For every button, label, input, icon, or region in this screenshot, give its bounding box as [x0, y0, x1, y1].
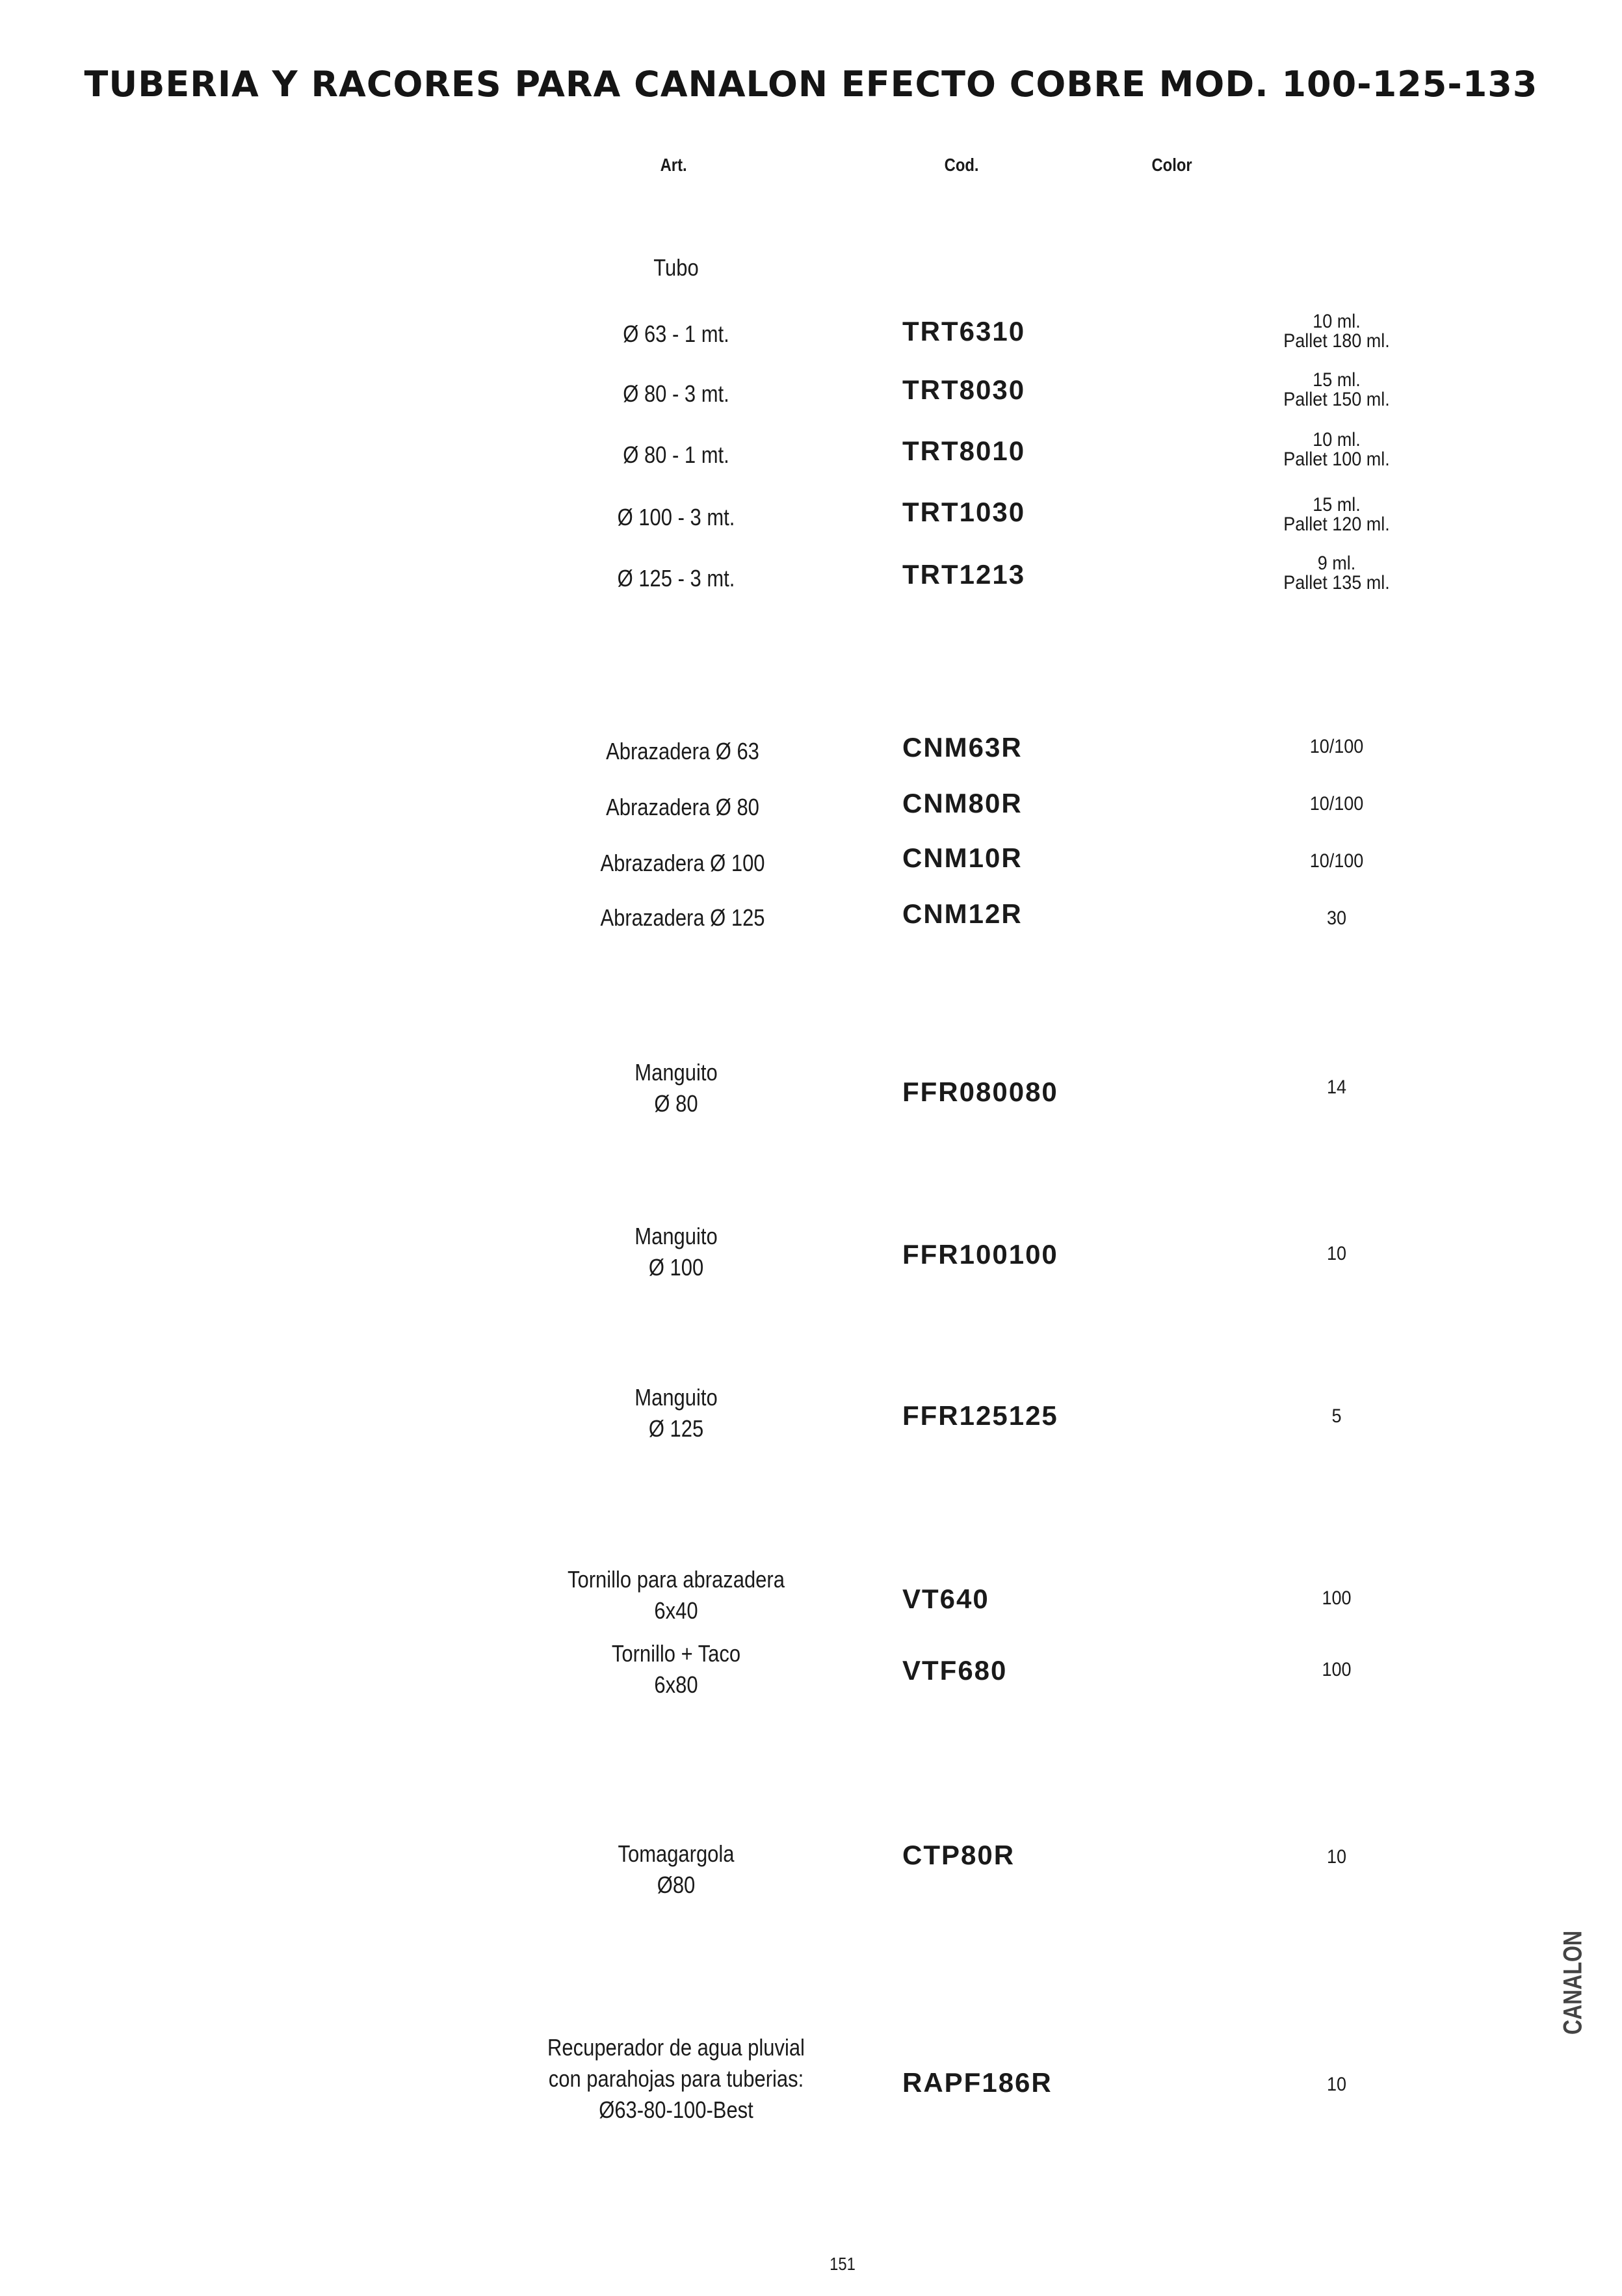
header-cod: Cod. — [944, 155, 979, 175]
row-art: Ø 100 - 3 mt. — [617, 504, 735, 530]
row-code: VTF680 — [902, 1655, 1008, 1686]
row-qty: 10 — [1326, 1243, 1347, 1264]
row-qty: 10 ml. Pallet 180 ml. — [1283, 311, 1390, 352]
row-qty: 5 — [1331, 1405, 1342, 1427]
row-art: Abrazadera Ø 125 — [600, 904, 765, 931]
row-qty: 10 — [1326, 2074, 1347, 2095]
row-qty: 10 — [1326, 1846, 1347, 1868]
row-code: FFR125125 — [902, 1400, 1058, 1431]
row-art: Manguito Ø 80 — [634, 1059, 718, 1117]
row-art: Ø 80 - 1 mt. — [623, 441, 729, 468]
row-qty: 15 ml. Pallet 150 ml. — [1283, 369, 1390, 410]
row-art: Abrazadera Ø 63 — [606, 738, 759, 764]
row-art: Tomagargola Ø80 — [618, 1840, 735, 1898]
row-qty: 100 — [1322, 1659, 1352, 1680]
row-qty: 10/100 — [1309, 850, 1364, 872]
row-code: TRT8030 — [902, 374, 1026, 405]
row-code: TRT1213 — [902, 559, 1026, 590]
row-art: Recuperador de agua pluvial con parahojas para tuberias: Ø63-80-100-Best — [547, 2034, 805, 2123]
row-code: TRT6310 — [902, 316, 1026, 346]
row-art: Ø 125 - 3 mt. — [617, 565, 735, 592]
row-qty: 15 ml. Pallet 120 ml. — [1283, 494, 1390, 535]
row-code: CNM10R — [902, 842, 1023, 873]
header-color: Color — [1151, 155, 1192, 175]
row-code: TRT1030 — [902, 497, 1026, 527]
row-code: CTP80R — [902, 1840, 1015, 1870]
row-art: Tornillo + Taco 6x80 — [611, 1640, 741, 1698]
row-art: Abrazadera Ø 100 — [600, 850, 765, 876]
row-code: FFR100100 — [902, 1239, 1058, 1270]
row-qty: 30 — [1326, 907, 1347, 929]
side-tab-canalon: CANALON — [1558, 1931, 1588, 2035]
row-qty: 10 ml. Pallet 100 ml. — [1283, 429, 1390, 470]
row-art: Manguito Ø 100 — [634, 1223, 718, 1281]
row-code: TRT8010 — [902, 436, 1026, 466]
row-art: Manguito Ø 125 — [634, 1384, 718, 1442]
row-code: CNM63R — [902, 732, 1023, 763]
header-art: Art. — [660, 155, 687, 175]
row-art: Ø 63 - 1 mt. — [623, 320, 729, 347]
row-code: FFR080080 — [902, 1076, 1058, 1107]
row-code: RAPF186R — [902, 2067, 1053, 2098]
row-qty: 100 — [1322, 1587, 1352, 1609]
row-code: VT640 — [902, 1584, 989, 1614]
row-code: CNM12R — [902, 898, 1023, 929]
row-art: Abrazadera Ø 80 — [606, 794, 759, 820]
row-qty: 10/100 — [1309, 793, 1364, 815]
row-qty: 10/100 — [1309, 736, 1364, 757]
row-qty: 14 — [1326, 1076, 1347, 1098]
page-number: 151 — [830, 2254, 856, 2274]
page-title: TUBERIA Y RACORES PARA CANALON EFECTO COBRE MOD. 100-125-133 — [84, 64, 1538, 105]
row-code: CNM80R — [902, 788, 1023, 818]
row-qty: 9 ml. Pallet 135 ml. — [1283, 553, 1390, 594]
row-art: Ø 80 - 3 mt. — [623, 380, 729, 407]
row-art: Tornillo para abrazadera 6x40 — [568, 1566, 785, 1624]
section-tubo-label: Tubo — [653, 254, 699, 281]
